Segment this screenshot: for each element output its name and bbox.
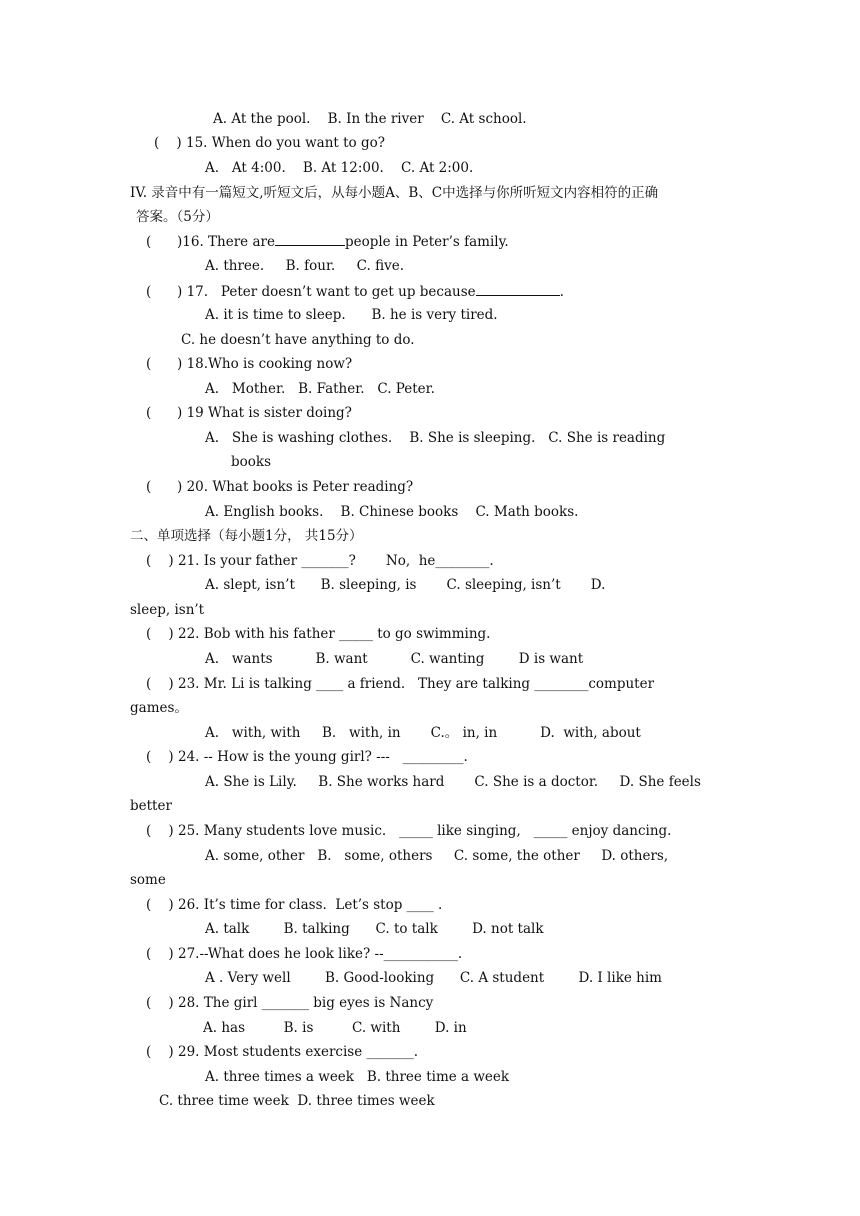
q28-options: A. has B. is C. with D. in <box>203 1020 467 1036</box>
q27-options: A . Very well B. Good-looking C. A student D. I like him <box>205 970 662 986</box>
q18-options: A. Mother. B. Father. C. Peter. <box>205 381 435 397</box>
q18-question: ( ) 18.Who is cooking now? <box>146 356 353 372</box>
q25-question: ( ) 25. Many students love music. _____ like singing, _____ enjoy dancing. <box>146 823 672 839</box>
q16-question: ( )16. There are people in Peter’s family. <box>146 234 509 250</box>
q15-options: A. At 4:00. B. At 12:00. C. At 2:00. <box>205 160 474 176</box>
q19-options-cont: books <box>231 454 272 470</box>
q26-options: A. talk B. talking C. to talk D. not talk <box>205 921 544 937</box>
q17-question: ( ) 17. Peter doesn’t want to get up because . <box>146 284 564 300</box>
q24-options: A. She is Lily. B. She works hard C. She is a doctor. D. She feels <box>205 774 701 790</box>
q17-options-ab: A. it is time to sleep. B. he is very tired. <box>205 307 498 323</box>
q29-options-ab: A. three times a week B. three time a week <box>205 1069 510 1085</box>
q22-options: A. wants B. want C. wanting D is want <box>205 651 584 667</box>
q16-options: A. three. B. four. C. five. <box>205 258 405 274</box>
q14-options: A. At the pool. B. In the river C. At school. <box>213 111 527 127</box>
q25-options-cont: some <box>130 872 166 888</box>
q20-question: ( ) 20. What books is Peter reading? <box>146 479 414 495</box>
q21-options-cont: sleep, isn’t <box>130 602 205 618</box>
q24-options-cont: better <box>130 798 172 814</box>
answer-blank <box>476 282 560 296</box>
q19-options: A. She is washing clothes. B. She is sleeping. C. She is reading <box>205 430 666 446</box>
q22-question: ( ) 22. Bob with his father _____ to go swimming. <box>146 626 491 642</box>
q20-options: A. English books. B. Chinese books C. Math books. <box>205 504 579 520</box>
q29-question: ( ) 29. Most students exercise _______. <box>146 1044 419 1060</box>
section-iv-heading-cont: 答案。（5分） <box>136 209 219 225</box>
q21-question: ( ) 21. Is your father _______? No, he________. <box>146 553 494 569</box>
q15-question: ( ) 15. When do you want to go? <box>154 135 385 151</box>
q28-question: ( ) 28. The girl _______ big eyes is Nancy <box>146 995 434 1011</box>
q19-question: ( ) 19 What is sister doing? <box>146 405 352 421</box>
q23-question: ( ) 23. Mr. Li is talking ____ a friend. They are talking ________computer <box>146 676 655 692</box>
answer-blank <box>275 232 345 246</box>
q17-option-c: C. he doesn’t have anything to do. <box>181 332 415 348</box>
section-iv-heading: IV. 录音中有一篇短文,听短文后，从每小题A、B、C中选择与你所听短文内容相符的正确 <box>130 185 659 201</box>
q21-options: A. slept, isn’t B. sleeping, is C. sleeping, isn’t D. <box>205 577 606 593</box>
q29-options-cd: C. three time week D. three times week <box>159 1093 435 1109</box>
q27-question: ( ) 27.--What does he look like? --___________. <box>146 946 463 962</box>
q26-question: ( ) 26. It’s time for class. Let’s stop ____ . <box>146 897 443 913</box>
section-2-heading: 二、单项选择（每小题1分， 共15分） <box>130 528 363 544</box>
q23-question-cont: games。 <box>130 700 188 716</box>
q25-options: A. some, other B. some, others C. some, the other D. others, <box>205 848 669 864</box>
q24-question: ( ) 24. -- How is the young girl? --- _________. <box>146 749 468 765</box>
q23-options: A. with, with B. with, in C.。 in, in D. with, about <box>205 725 641 741</box>
